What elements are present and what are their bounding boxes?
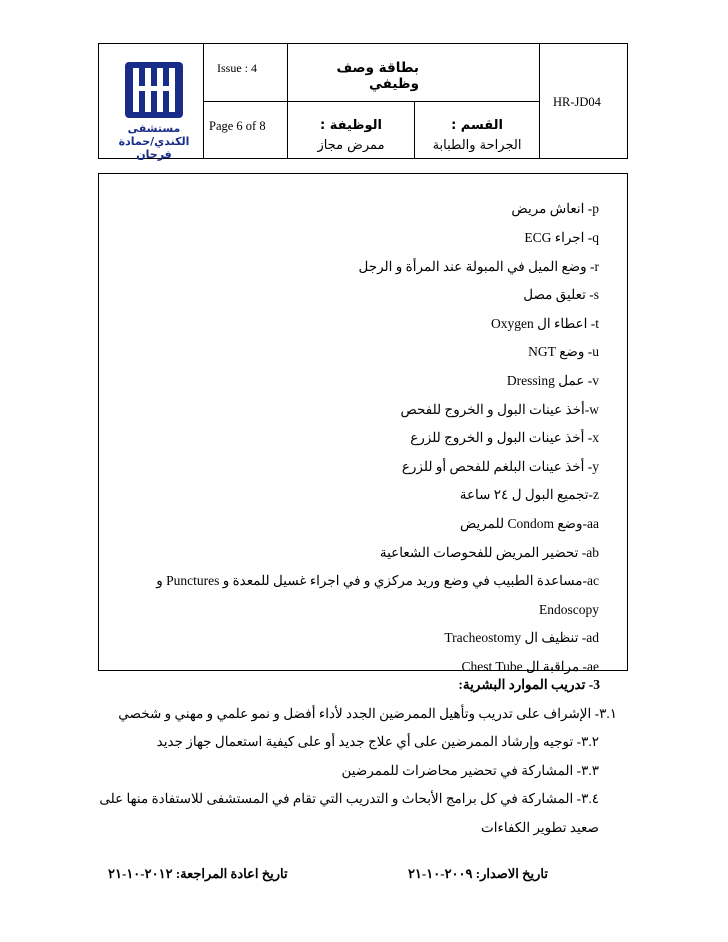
duty-item: u- وضع NGT bbox=[528, 344, 599, 359]
review-date: تاريخ اعادة المراجعة: ٢٠١٢-١٠-٢١ bbox=[108, 866, 288, 881]
duty-item: aa-وضع Condom للمريض bbox=[459, 516, 599, 531]
document-code: HR-JD04 bbox=[553, 95, 601, 109]
page-number: Page 6 of 8 bbox=[209, 119, 266, 133]
training-point: ٣.٢- توجيه وإرشاد الممرضين على أي علاج جديد أو على كيفية استعمال جهاز جديد bbox=[156, 734, 599, 749]
header-divider bbox=[539, 44, 540, 158]
document-header-table bbox=[98, 43, 628, 159]
duty-item: r- وضع الميل في المبولة عند المرأة و الرجل bbox=[358, 259, 599, 274]
issue-date: تاريخ الاصدار: ٢٠٠٩-١٠-٢١ bbox=[407, 866, 548, 881]
duty-item: p- انعاش مريض bbox=[511, 201, 599, 216]
duty-item: x- أخذ عينات البول و الخروج للزرع bbox=[410, 430, 599, 445]
logo-mark-icon bbox=[125, 62, 183, 118]
header-divider bbox=[414, 101, 415, 158]
content-box bbox=[98, 173, 628, 671]
hospital-logo bbox=[115, 62, 193, 161]
duty-item: w-أخذ عينات البول و الخروج للفحص bbox=[400, 402, 599, 417]
document-title: بطاقة وصف وظيفي bbox=[336, 60, 419, 92]
header-divider bbox=[203, 101, 539, 102]
duty-item: ab- تحضير المريض للفحوصات الشعاعية bbox=[379, 545, 599, 560]
duty-item: ad- تنظيف ال Tracheostomy bbox=[444, 630, 599, 645]
duty-item: ac-مساعدة الطبيب في وضع وريد مركزي و في اجراء غسيل للمعدة و Punctures و bbox=[156, 573, 599, 588]
department-value: الجراحة والطبابة bbox=[432, 138, 522, 153]
duty-item: q- اجراء ECG bbox=[524, 230, 599, 245]
training-point: ٣.٣- المشاركة في تحضير محاضرات للممرضين bbox=[341, 763, 599, 778]
issue-number: Issue : 4 bbox=[217, 61, 257, 75]
duty-item: s- تعليق مصل bbox=[523, 287, 599, 302]
training-point-continuation: صعيد تطوير الكفاءات bbox=[481, 820, 599, 835]
job-value: ممرض مجاز bbox=[317, 138, 385, 153]
duty-item: z-تجميع البول ل ٢٤ ساعة bbox=[459, 487, 599, 502]
duty-item-continuation: Endoscopy bbox=[539, 602, 599, 617]
duty-item: y- أخذ عينات البلغم للفحص أو للزرع bbox=[401, 459, 599, 474]
training-point: ٣.٤- المشاركة في كل برامج الأبحاث و التدريب التي تقام في المستشفى للاستفادة منها على bbox=[99, 791, 599, 806]
logo-text: مستشفى الكندي/حمادة فرحان bbox=[118, 122, 190, 161]
department-label: القسم : bbox=[451, 118, 503, 133]
section-title: 3- تدريب الموارد البشرية: bbox=[458, 677, 600, 692]
duty-item: ae- مراقبة ال Chest Tube bbox=[461, 659, 599, 674]
job-label: الوظيفة : bbox=[319, 118, 382, 133]
duty-item: t- اعطاء ال Oxygen bbox=[490, 316, 599, 331]
duty-item: v- عمل Dressing bbox=[506, 373, 599, 388]
training-point: ٣.١- الإشراف على تدريب وتأهيل الممرضين الجدد لأداء أفضل و نمو علمي و مهني و شخصي bbox=[118, 706, 617, 721]
